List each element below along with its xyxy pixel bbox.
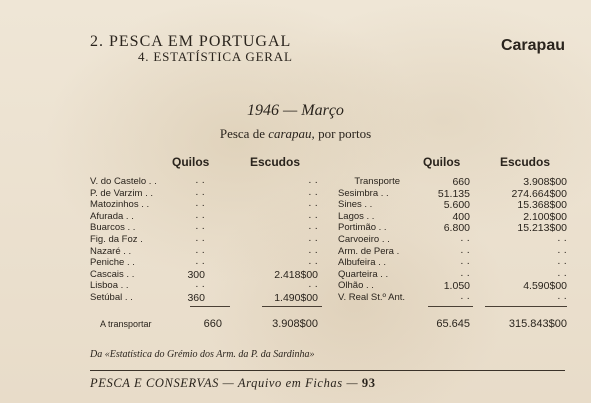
footer-rule bbox=[90, 370, 565, 371]
right-kilos-cell: · · bbox=[460, 292, 470, 304]
right-kilos-cell: 1.050 bbox=[443, 280, 470, 293]
right-port-label: Transporte bbox=[354, 176, 400, 187]
right-escudos-cell: · · bbox=[557, 245, 567, 258]
right-escudos-rule bbox=[485, 306, 567, 307]
right-escudos-header: Escudos bbox=[500, 155, 551, 169]
left-kilos-cell: 360 bbox=[187, 292, 205, 304]
right-port-label: Olhão . . bbox=[338, 280, 374, 292]
left-port-label: Afurada . . bbox=[90, 210, 134, 222]
left-escudos-cell: · · bbox=[308, 176, 318, 188]
right-total-kilos: 65.645 bbox=[436, 318, 470, 330]
left-total-escudos: 3.908$00 bbox=[272, 318, 318, 330]
left-port-label: V. do Castelo . . bbox=[90, 176, 157, 187]
left-escudos-cell: · · bbox=[308, 187, 318, 200]
left-kilos-cell: · · bbox=[195, 234, 205, 246]
right-row bbox=[0, 246, 591, 258]
right-escudos-cell: 3.908$00 bbox=[523, 176, 567, 188]
left-total-kilos: 660 bbox=[203, 318, 222, 330]
right-port-label: Albufeira . . bbox=[338, 257, 387, 269]
footer bbox=[90, 376, 376, 391]
left-port-label: Peniche . . bbox=[90, 257, 135, 269]
section-title: 2. PESCA EM PORTUGAL bbox=[90, 33, 292, 50]
right-kilos-rule bbox=[428, 306, 473, 307]
left-kilos-cell: 300 bbox=[187, 268, 205, 281]
left-port-label: Fig. da Foz . bbox=[90, 234, 143, 245]
right-kilos-cell: · · bbox=[460, 268, 470, 281]
caption-post: por portos bbox=[314, 126, 372, 141]
right-escudos-cell: 2.100$00 bbox=[523, 210, 567, 223]
right-total-escudos: 315.843$00 bbox=[508, 318, 567, 330]
footer-text: PESCA E CONSERVAS — Arquivo em Fichas — bbox=[90, 376, 362, 390]
left-escudos-header: Escudos bbox=[250, 155, 301, 169]
left-kilos-cell: · · bbox=[195, 176, 205, 188]
right-kilos-cell: · · bbox=[460, 257, 470, 270]
left-port-label: P. de Varzim . . bbox=[90, 187, 154, 199]
left-port-label: Lisboa . . bbox=[90, 280, 129, 292]
right-escudos-cell: 274.664$00 bbox=[511, 187, 567, 200]
right-row bbox=[0, 257, 591, 269]
right-row bbox=[0, 211, 591, 223]
caption-pre: Pesca de bbox=[219, 126, 269, 141]
right-row bbox=[0, 199, 591, 211]
left-escudos-cell: · · bbox=[308, 257, 318, 270]
section-subtitle: 4. ESTATÍSTICA GERAL bbox=[138, 49, 293, 64]
table-caption bbox=[0, 126, 591, 142]
source-note: Da «Estatística do Grémio dos Arm. da P. da Sardinha» bbox=[90, 349, 315, 360]
left-port-label: Buarcos . . bbox=[90, 222, 136, 234]
right-row bbox=[0, 292, 591, 304]
right-escudos-cell: · · bbox=[557, 257, 567, 270]
carry-forward-label: A transportar bbox=[100, 319, 152, 329]
right-kilos-cell: 660 bbox=[452, 176, 470, 188]
right-port-label: V. Real St.º Ant. bbox=[338, 292, 406, 303]
left-kilos-cell: · · bbox=[195, 210, 205, 223]
period-title: 1946 — Março bbox=[247, 102, 344, 119]
left-port-label: Cascais . . bbox=[90, 268, 135, 280]
right-row bbox=[0, 280, 591, 292]
right-kilos-cell: 6.800 bbox=[443, 222, 470, 235]
right-row bbox=[0, 176, 591, 188]
left-escudos-cell: · · bbox=[308, 234, 318, 246]
right-escudos-cell: · · bbox=[557, 292, 567, 304]
right-kilos-cell: 400 bbox=[452, 210, 470, 223]
caption-species: carapau, bbox=[268, 126, 315, 141]
right-port-label: Quarteira . . bbox=[338, 268, 389, 280]
right-port-label: Portimão . . bbox=[338, 222, 387, 234]
right-kilos-header: Quilos bbox=[423, 155, 461, 169]
right-row bbox=[0, 222, 591, 234]
left-escudos-cell: 1.490$00 bbox=[274, 292, 318, 304]
right-row bbox=[0, 234, 591, 246]
left-kilos-cell: · · bbox=[195, 280, 205, 293]
left-kilos-rule bbox=[190, 306, 230, 307]
right-port-label: Arm. de Pera . bbox=[338, 245, 400, 257]
left-kilos-cell: · · bbox=[195, 199, 205, 212]
left-escudos-rule bbox=[262, 306, 322, 307]
left-kilos-cell: · · bbox=[195, 222, 205, 235]
right-row bbox=[0, 188, 591, 200]
right-kilos-cell: 51.135 bbox=[437, 187, 470, 200]
right-kilos-cell: · · bbox=[460, 245, 470, 258]
left-escudos-cell: · · bbox=[308, 280, 318, 293]
left-port-label: Matozinhos . . bbox=[90, 199, 150, 211]
left-kilos-cell: · · bbox=[195, 245, 205, 258]
left-escudos-cell: · · bbox=[308, 210, 318, 223]
left-kilos-cell: · · bbox=[195, 187, 205, 200]
page-number: 93 bbox=[361, 376, 376, 390]
species-title: Carapau bbox=[500, 37, 565, 54]
right-escudos-cell: · · bbox=[557, 234, 567, 246]
right-port-label: Sines . . bbox=[338, 199, 373, 211]
left-escudos-cell: · · bbox=[308, 222, 318, 235]
left-escudos-cell: 2.418$00 bbox=[274, 268, 318, 281]
right-escudos-cell: · · bbox=[557, 268, 567, 281]
left-escudos-cell: · · bbox=[308, 245, 318, 258]
right-kilos-cell: · · bbox=[460, 234, 470, 246]
right-port-label: Sesimbra . . bbox=[338, 187, 389, 199]
left-escudos-cell: · · bbox=[308, 199, 318, 212]
right-row bbox=[0, 269, 591, 281]
left-port-label: Setúbal . . bbox=[90, 292, 133, 303]
left-port-label: Nazaré . . bbox=[90, 245, 132, 257]
right-port-label: Lagos . . bbox=[338, 210, 375, 222]
left-kilos-header: Quilos bbox=[172, 155, 210, 169]
right-escudos-cell: 4.590$00 bbox=[523, 280, 567, 293]
right-port-label: Carvoeiro . . bbox=[338, 234, 390, 245]
right-escudos-cell: 15.368$00 bbox=[517, 199, 567, 212]
right-escudos-cell: 15.213$00 bbox=[517, 222, 567, 235]
left-kilos-cell: · · bbox=[195, 257, 205, 270]
right-kilos-cell: 5.600 bbox=[443, 199, 470, 212]
